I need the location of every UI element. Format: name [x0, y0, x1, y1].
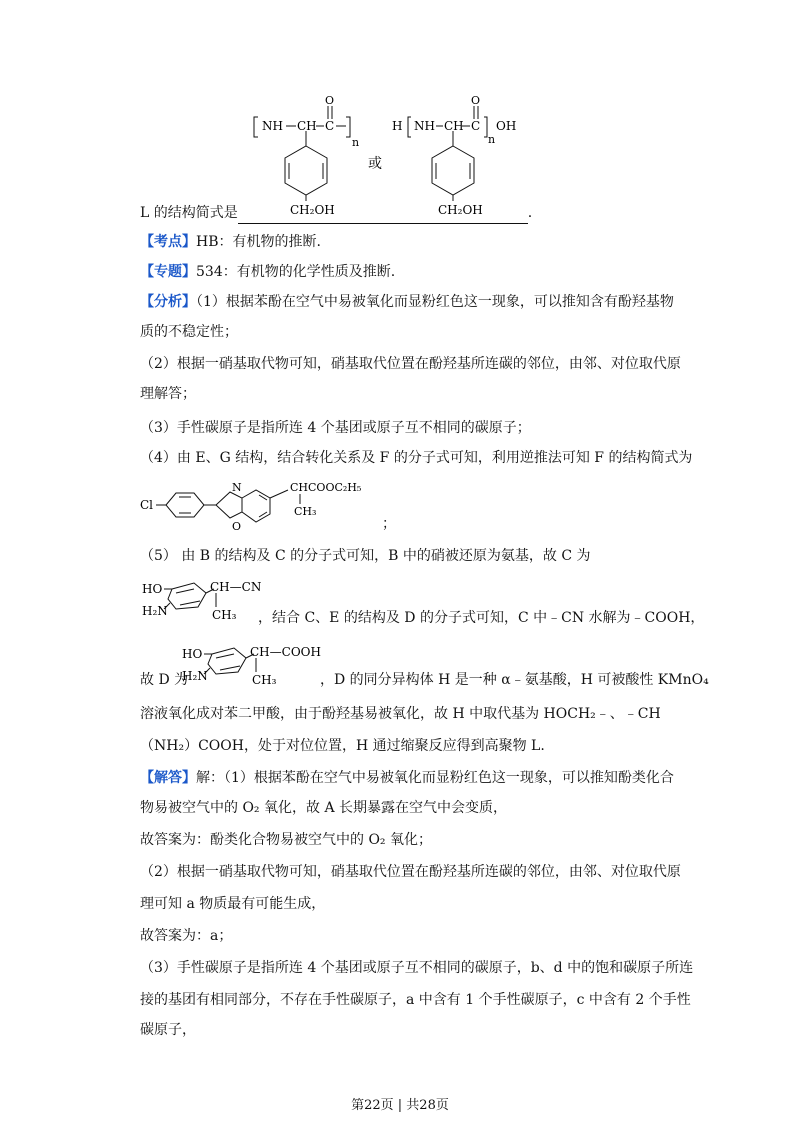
kaodian-tag: 【考点】 [140, 234, 196, 250]
struct-c-2: C [471, 119, 481, 133]
fenxi-line-1 [140, 292, 674, 312]
fenxi-line-2: 质的不稳定性； [140, 324, 238, 340]
jieda-text-1: 解：（1）根据苯酚在空气中易被氧化而显粉红色这一现象，可以推知酚类化合 [196, 770, 674, 786]
answer-blank [238, 203, 528, 224]
d-ho: HO [182, 647, 203, 661]
fenxi-line-11: （NH₂）COOH，处于对位位置，H 通过缩聚反应得到高聚物 L. [140, 738, 545, 754]
polymer-structures [0, 0, 800, 215]
kaodian-line [140, 232, 321, 252]
jieda-line-9: 碳原子， [140, 1022, 196, 1038]
fenxi-line-4: 理解答； [140, 386, 196, 402]
fenxi-line-6: （4）由 E、G 结构，结合转化关系及 F 的分子式可知，利用逆推法可知 F 的结构简式为 [140, 450, 693, 466]
semicolon-1: ； [382, 516, 396, 532]
struct-ch-2: CH [444, 119, 464, 133]
fenxi-line-3: （2）根据一硝基取代物可知，硝基取代位置在酚羟基所连碳的邻位，由邻、对位取代原 [140, 356, 681, 372]
jieda-line-4: （2）根据一硝基取代物可知，硝基取代位置在酚羟基所连碳的邻位，由邻、对位取代原 [140, 864, 681, 880]
struct-n-sub-2: n [488, 133, 496, 146]
f-me: CH₃ [294, 505, 317, 518]
c-structure [140, 575, 270, 625]
fenxi-line-10: 溶液氧化成对苯二甲酸，由于酚羟基易被氧化，故 H 中取代基为 HOCH₂﹣、﹣CH [140, 706, 661, 722]
f-o: O [232, 520, 242, 533]
struct-nh-2: NH [414, 119, 435, 133]
struct-or: 或 [368, 156, 382, 172]
fenxi-line-9b: ，D 的同分异构体 H 是一种 α﹣氨基酸，H 可被酸性 KMnO₄ [320, 672, 709, 688]
fenxi-text-1: （1）根据苯酚在空气中易被氧化而显粉红色这一现象，可以推知含有酚羟基物 [196, 294, 674, 310]
jieda-line-6: 故答案为：a； [140, 928, 233, 944]
struct-o: O [325, 94, 335, 107]
struct-c: C [325, 119, 335, 133]
struct-ch: CH [297, 119, 317, 133]
d-me: CH₃ [252, 673, 277, 687]
jieda-line-2: 物易被空气中的 O₂ 氧化，故 A 长期暴露在空气中会变质， [140, 800, 507, 816]
jieda-line-8: 接的基团有相同部分，不存在手性碳原子，a 中含有 1 个手性碳原子，c 中含有 2 个手性 [140, 992, 691, 1008]
f-structure [138, 478, 398, 538]
kaodian-text: HB：有机物的推断. [196, 234, 321, 250]
jieda-line-3: 故答案为：酚类化合物易被空气中的 O₂ 氧化； [140, 832, 432, 848]
zhuanti-line [140, 262, 395, 282]
fenxi-line-7: （5） 由 B 的结构及 C 的分子式可知，B 中的硝被还原为氨基，故 C 为 [140, 548, 591, 564]
f-side: CHCOOC₂H₅ [290, 481, 362, 494]
jieda-line-1 [140, 768, 674, 788]
d-structure [180, 640, 330, 690]
zhuanti-text: 534：有机物的化学性质及推断. [196, 264, 396, 280]
answer-l-label: L 的结构简式是 [140, 205, 238, 221]
struct-h: H [392, 119, 403, 133]
jieda-line-5: 理可知 a 物质最有可能生成， [140, 896, 326, 912]
struct-ch2oh: CH₂OH [290, 203, 335, 215]
struct-n-sub: n [352, 136, 360, 149]
jieda-tag: 【解答】 [140, 770, 196, 786]
f-n: N [232, 481, 242, 494]
period: . [527, 205, 533, 221]
fenxi-tag: 【分析】 [140, 294, 196, 310]
struct-ch2oh-2: CH₂OH [438, 203, 483, 215]
c-side: CH—CN [210, 580, 262, 594]
d-h2n: H₂N [182, 669, 208, 683]
page-footer: 第22页 | 共28页 [351, 1098, 449, 1113]
c-ho: HO [142, 582, 163, 596]
fenxi-line-8: ，结合 C、E 的结构及 D 的分子式可知，C 中﹣CN 水解为﹣COOH， [258, 610, 705, 626]
jieda-line-7: （3）手性碳原子是指所连 4 个基团或原子互不相同的碳原子，b、d 中的饱和碳原子所连 [140, 960, 694, 976]
answer-l-line [140, 203, 532, 224]
fenxi-line-9a: 故 D 为 [140, 672, 189, 688]
fenxi-line-5: （3）手性碳原子是指所连 4 个基团或原子互不相同的碳原子； [140, 420, 531, 436]
c-me: CH₃ [212, 608, 237, 622]
zhuanti-tag: 【专题】 [140, 264, 196, 280]
d-side: CH—COOH [250, 645, 321, 659]
struct-o-2: O [471, 94, 481, 107]
struct-oh: OH [496, 119, 517, 133]
struct-nh: NH [262, 119, 283, 133]
f-cl: Cl [140, 498, 154, 512]
c-h2n: H₂N [142, 604, 168, 618]
